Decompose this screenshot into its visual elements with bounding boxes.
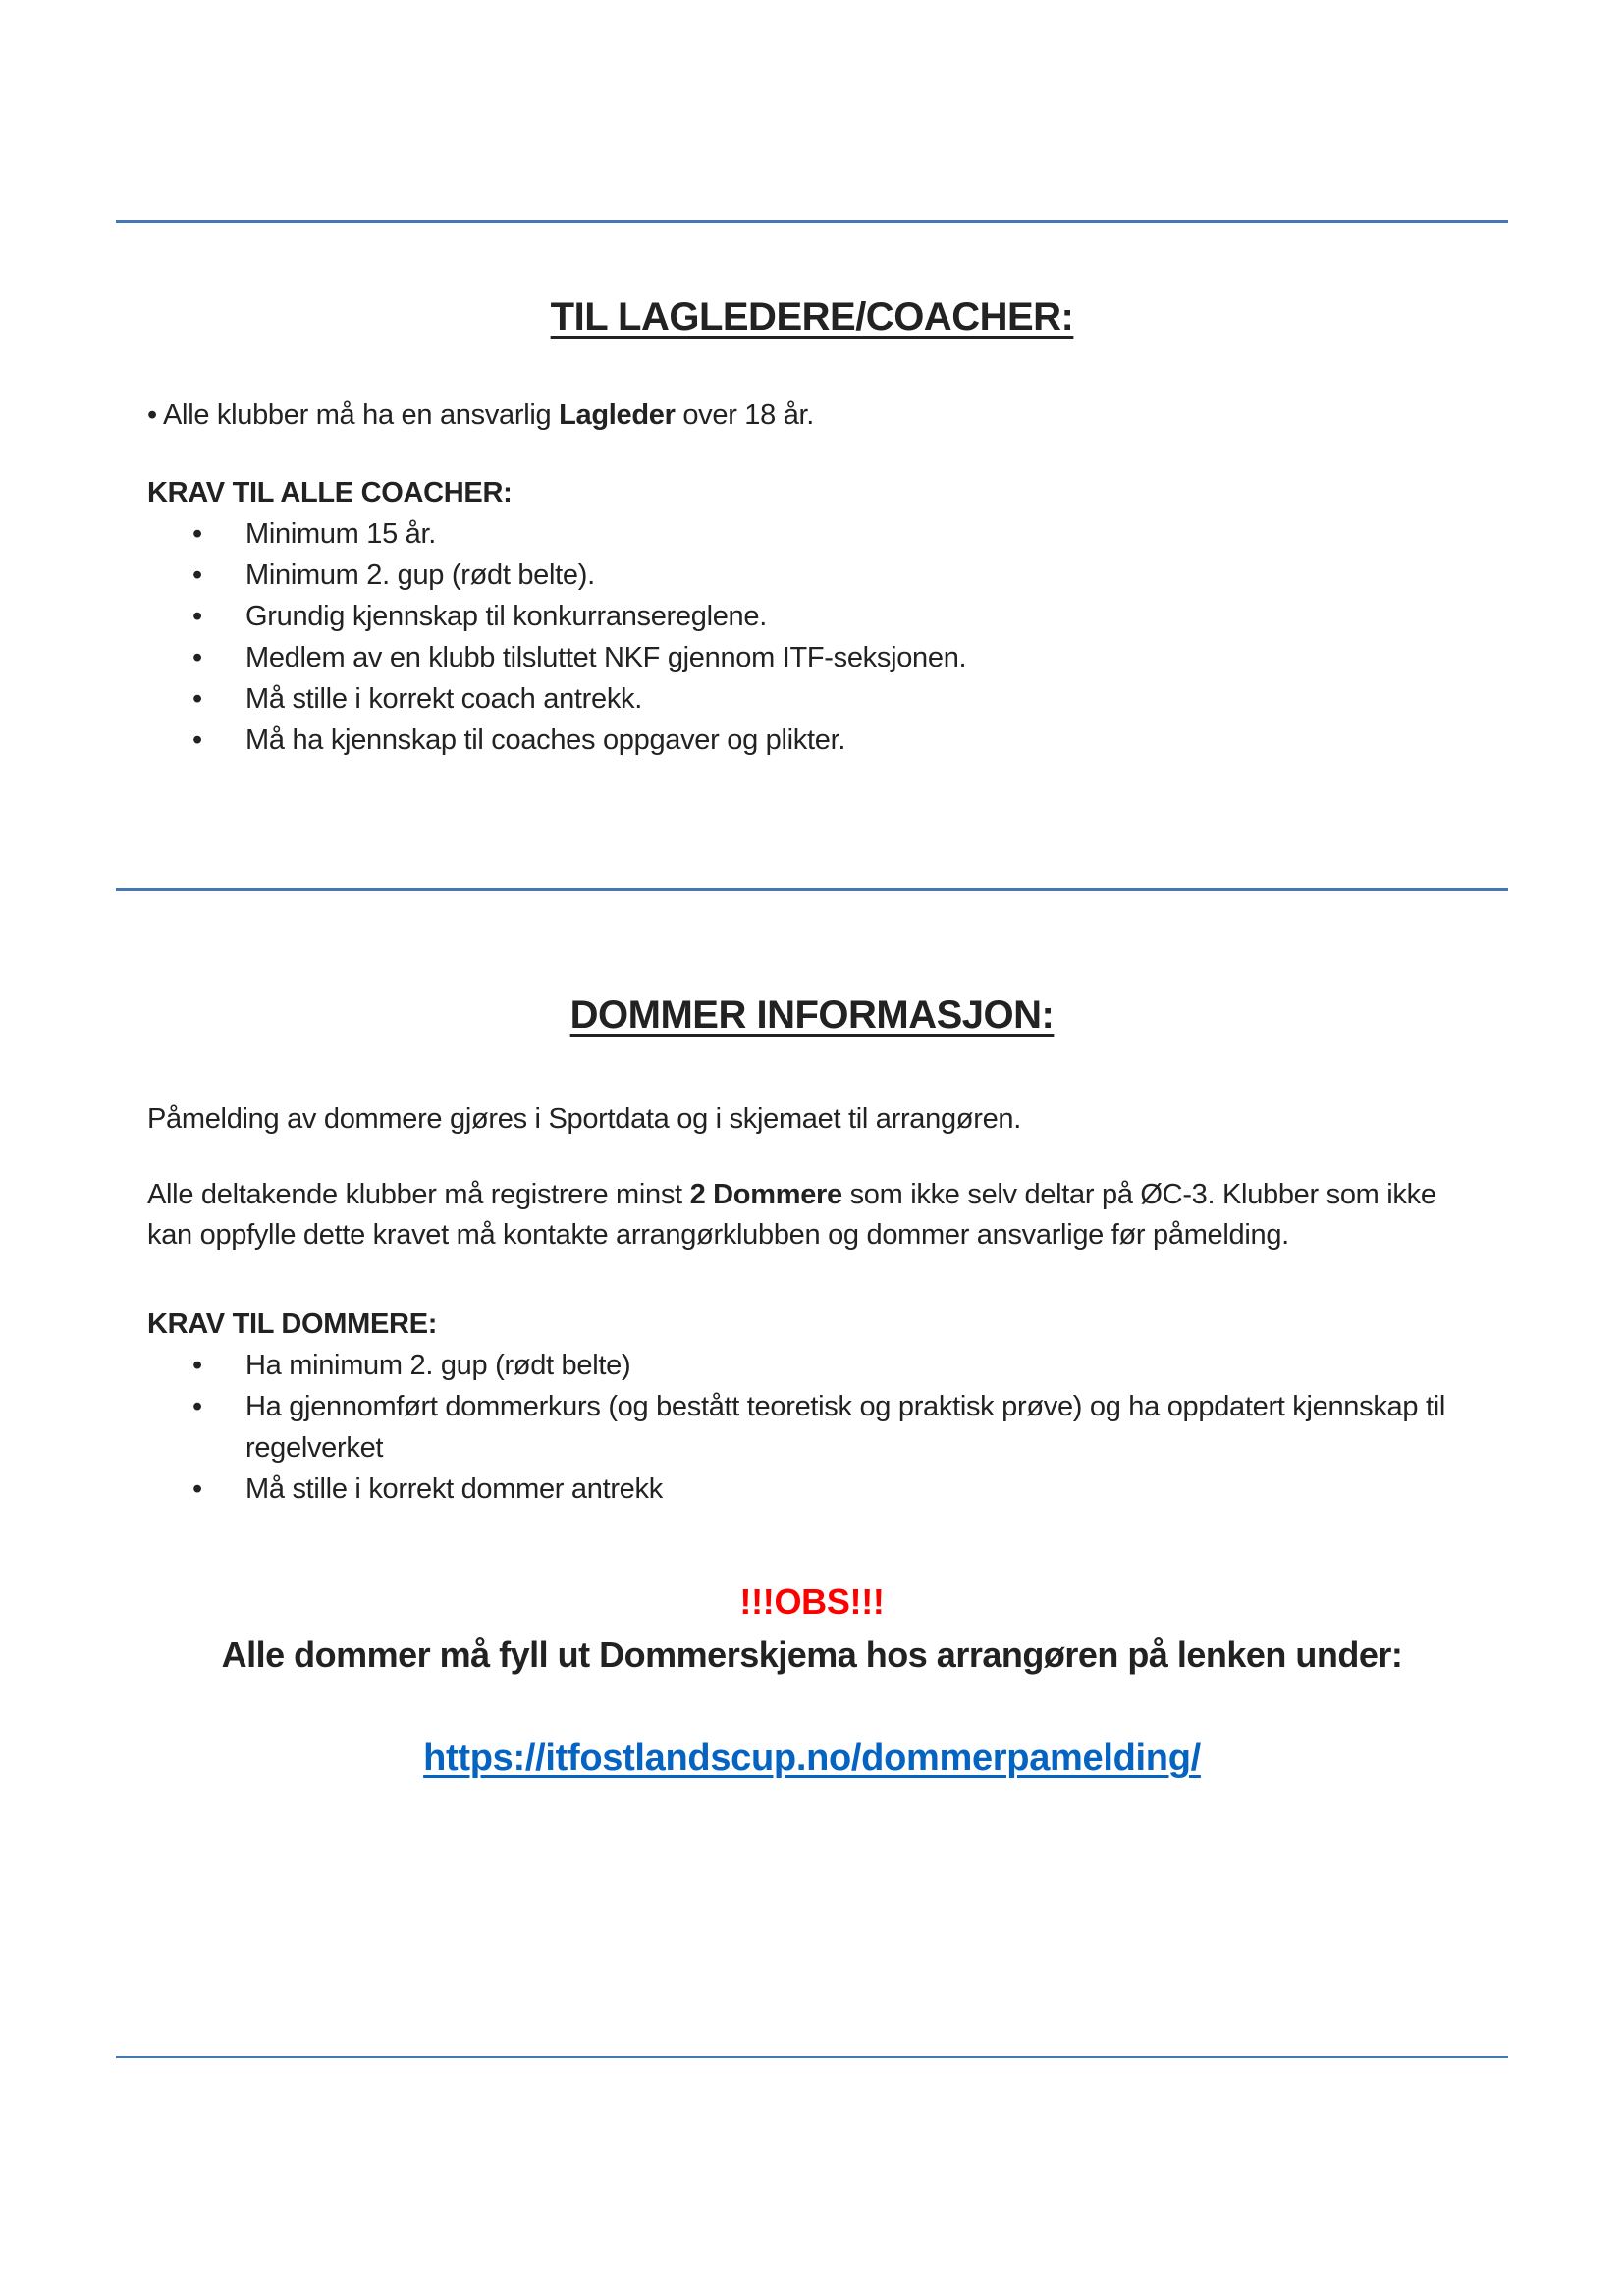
coach-requirements-heading: KRAV TIL ALLE COACHER: [147, 477, 513, 508]
coaches-intro-bold-lagleder: Lagleder [559, 400, 676, 431]
club-requirement-prefix: Alle deltakende klubber må registrere minst [147, 1179, 690, 1210]
referee-registration-paragraph: Påmelding av dommere gjøres i Sportdata og i skjemaet til arrangøren. [147, 1103, 1021, 1135]
list-item: • Må stille i korrekt coach antrekk. [147, 678, 1477, 720]
section-divider-bottom [116, 2056, 1508, 2058]
section-divider-middle [116, 888, 1508, 891]
list-item: • Ha gjennomført dommerkurs (og bestått teoretisk og praktisk prøve) og ha oppdatert kjennskap til regelverket [147, 1386, 1477, 1468]
coach-requirements-list [147, 513, 1477, 761]
club-requirement-bold-dommere: 2 Dommere [689, 1179, 842, 1210]
referee-section-title: DOMMER INFORMASJON: [569, 993, 1055, 1037]
referee-form-notice: Alle dommer må fyll ut Dommerskjema hos arrangøren på lenken under: [221, 1634, 1403, 1675]
referee-requirements-heading: KRAV TIL DOMMERE: [147, 1308, 438, 1340]
coaches-intro-prefix: • Alle klubber må ha en ansvarlig [147, 400, 560, 431]
list-item: • Medlem av en klubb tilsluttet NKF gjennom ITF-seksjonen. [147, 637, 1477, 678]
list-item: • Minimum 2. gup (rødt belte). [147, 555, 1477, 596]
referee-link-line [116, 1734, 1508, 1783]
list-item: • Grundig kjennskap til konkurransereglene. [147, 596, 1477, 637]
coaches-intro-suffix: over 18 år. [675, 400, 815, 431]
obs-warning: !!!OBS!!! [739, 1581, 885, 1622]
dommerpamelding-link[interactable]: https://itfostlandscup.no/dommerpamelding/ [423, 1737, 1201, 1779]
list-item: • Må stille i korrekt dommer antrekk [147, 1468, 1477, 1510]
coaches-section-title: TIL LAGLEDERE/COACHER: [550, 295, 1074, 339]
list-item: • Ha minimum 2. gup (rødt belte) [147, 1345, 1477, 1386]
club-requirement-suffix: som ikke selv deltar på ØC-3. Klubber som ikke kan oppfylle dette kravet må kontakte arrangørklubben og dommer ansvarlige før påmelding. [147, 1179, 1436, 1251]
list-item: • Må ha kjennskap til coaches oppgaver og plikter. [147, 720, 1477, 761]
list-item: • Minimum 15 år. [147, 513, 1477, 555]
section-divider-top [116, 220, 1508, 223]
referee-club-requirement-paragraph [147, 1175, 1477, 1255]
coaches-intro-paragraph [147, 396, 1477, 436]
referee-requirements-list [147, 1345, 1477, 1510]
